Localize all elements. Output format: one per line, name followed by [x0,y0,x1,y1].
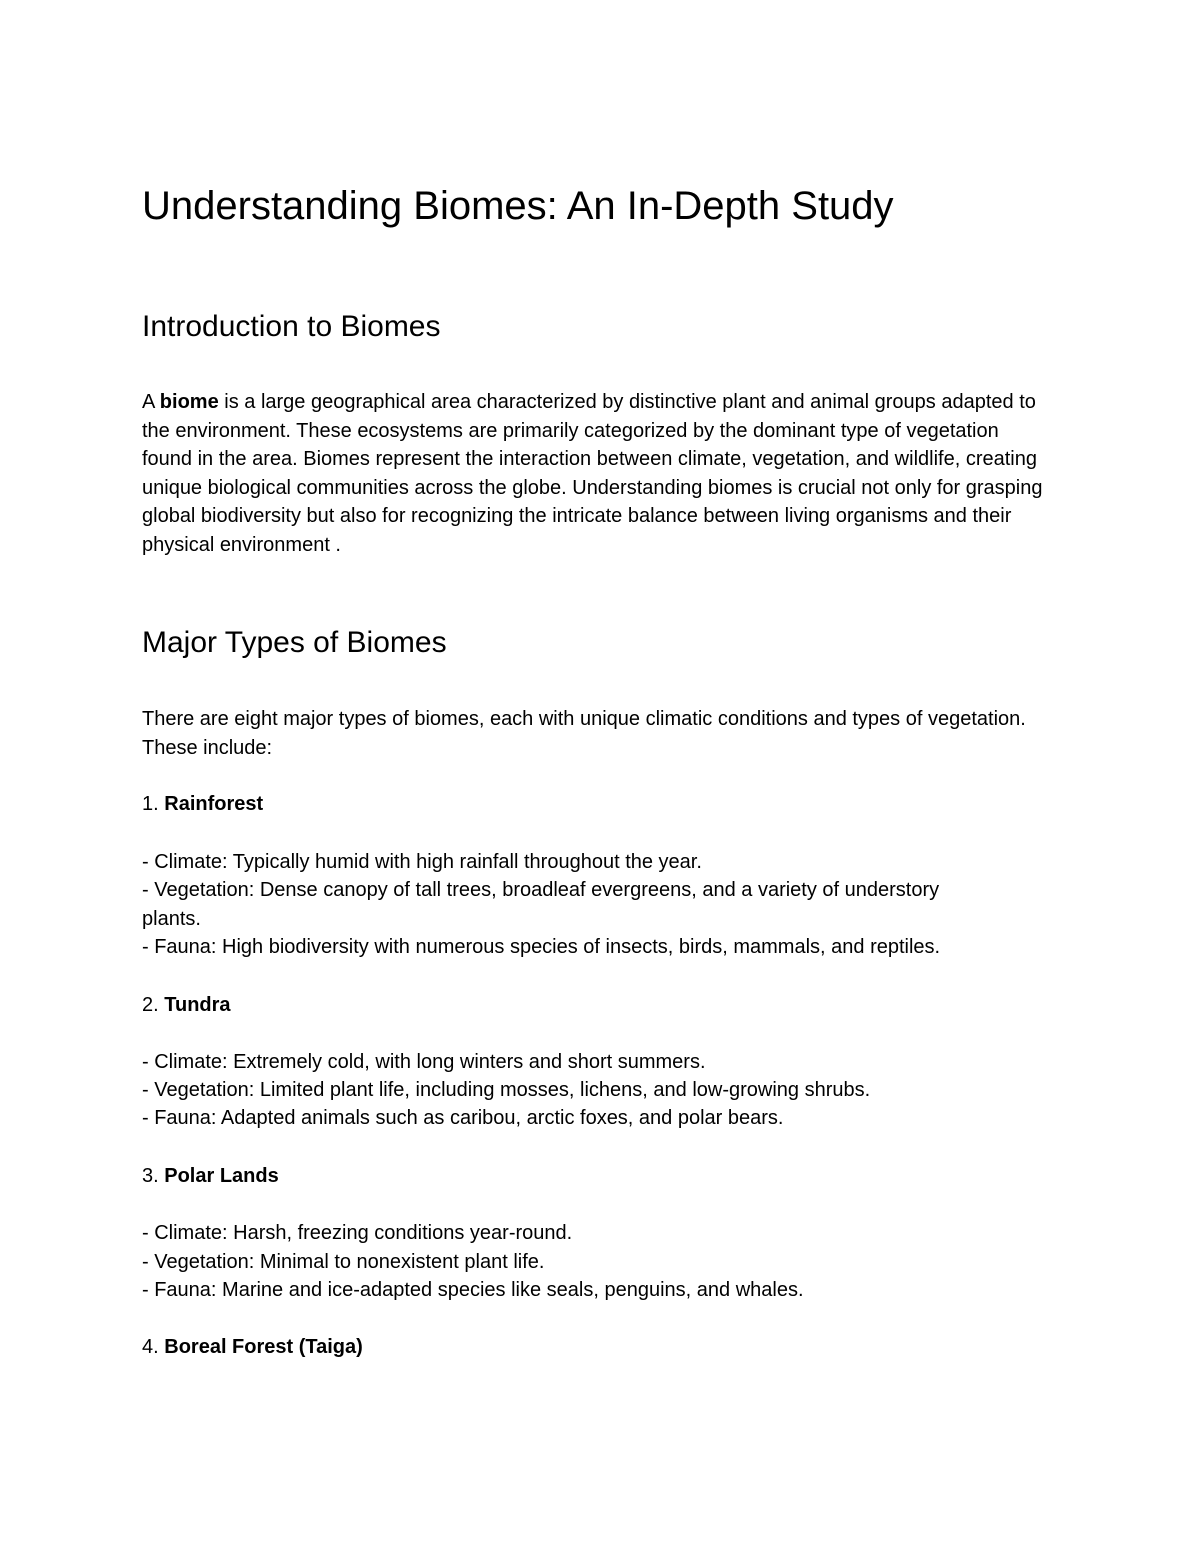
biome-heading-polar-lands [142,1162,279,1191]
major-types-intro: There are eight major types of biomes, each with unique climatic conditions and types of vegetation. These include: [142,708,1026,759]
biome-name: Rainforest [164,793,264,815]
biome-number: 4. [142,1336,165,1358]
rainforest-vegetation-line2: plants. [142,908,201,930]
biome-number: 3. [142,1165,165,1187]
biome-name: Tundra [164,994,231,1016]
biome-heading-rainforest [142,790,263,819]
biome-heading-boreal-forest [142,1333,363,1362]
biome-number: 1. [142,793,165,815]
section-heading-major-types: Major Types of Biomes [142,626,447,659]
tundra-fauna: - Fauna: Adapted animals such as caribou, arctic foxes, and polar bears. [142,1107,784,1129]
document-title: Understanding Biomes: An In-Depth Study [142,184,894,228]
rainforest-fauna: - Fauna: High biodiversity with numerous species of insects, birds, mammals, and reptiles. [142,936,941,958]
biome-number: 2. [142,994,165,1016]
intro-paragraph [142,388,1052,560]
polar-fauna: - Fauna: Marine and ice-adapted species like seals, penguins, and whales. [142,1279,804,1301]
rainforest-vegetation-line1: - Vegetation: Dense canopy of tall trees, broadleaf evergreens, and a variety of understory [142,879,940,901]
biome-name: Polar Lands [164,1165,279,1187]
intro-text-rest: is a large geographical area characterized by distinctive plant and animal groups adapted to the environment. These ecosystems are primarily categorized by the dominant type of vegetation found in the area. Biomes represent the interaction between climate, vegetation, and wildlife, creating unique biological communities across the globe. Understanding biomes is crucial not only for grasping global biodiversity but also for recognizing the intricate balance between living organisms and their physical environment . [142,391,1043,556]
polar-vegetation: - Vegetation: Minimal to nonexistent plant life. [142,1251,545,1273]
biome-term: biome [159,391,219,413]
biome-heading-tundra [142,991,231,1020]
intro-text-start: A [142,391,160,413]
section-heading-intro: Introduction to Biomes [142,310,441,343]
tundra-climate: - Climate: Extremely cold, with long winters and short summers. [142,1051,706,1073]
tundra-vegetation: - Vegetation: Limited plant life, including mosses, lichens, and low-growing shrubs. [142,1079,871,1101]
polar-climate: - Climate: Harsh, freezing conditions year-round. [142,1222,573,1244]
rainforest-climate: - Climate: Typically humid with high rainfall throughout the year. [142,851,702,873]
biome-name: Boreal Forest (Taiga) [164,1336,363,1358]
